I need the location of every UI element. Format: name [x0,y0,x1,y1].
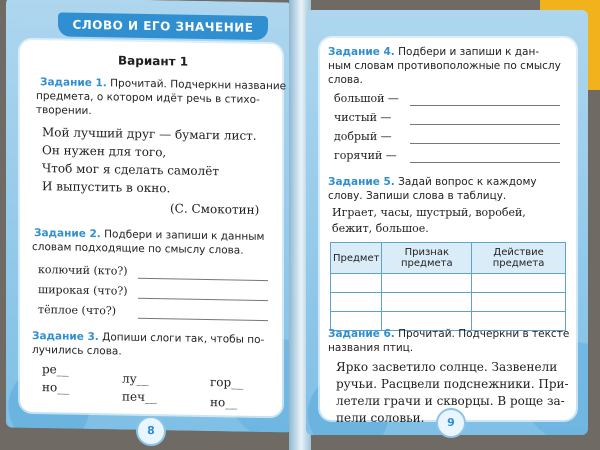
table-row [331,293,566,312]
table-cell[interactable] [382,274,472,293]
answer-line[interactable] [138,318,268,321]
task4-line-2: ным словам противоположные по смыслу [328,60,561,72]
table-row [331,274,566,293]
task1-line-1: Задание 1. Прочитай. Подчеркни название [40,76,287,93]
task5-line-1: Задание 5. Задай вопрос к каждому [328,176,537,188]
page-number: 9 [436,408,466,438]
table-cell[interactable] [331,293,382,312]
task2-line-1: Задание 2. Подбери и запиши к данным [34,226,265,244]
task3-label: Задание 3. [32,329,99,344]
table-header-action: Действие предмета [472,243,566,274]
answer-table [330,242,566,331]
task5-words-line-2: бежит, большое. [332,222,429,235]
task5-words-line-1: Играет, часы, шустрый, воробей, [332,206,526,219]
task4-line-3: слова. [328,74,363,86]
answer-line[interactable] [138,278,268,281]
task2-word-2: широкая (что?) [38,283,128,298]
left-page [6,0,292,438]
syllable-2: лу__ [122,371,149,386]
task1-line-3: творении. [36,104,92,118]
poem-line-4: И выпустить в окно. [42,179,171,196]
answer-line[interactable] [410,143,560,144]
poem-author: (С. Смокотин) [170,201,260,217]
task3-line-2: лучились слова. [32,343,122,358]
syllable-1: ре__ [42,362,69,377]
syllable-3: гор__ [210,375,244,390]
task3-line-1: Задание 3. Допиши слоги так, чтобы по- [32,329,265,347]
task6-text-line-1: Ярко засветило солнце. Зазвенели [336,360,558,374]
task4-word-4: горячий — [334,149,397,162]
answer-line[interactable] [410,124,560,125]
task6-line-1: Задание 6. Прочитай. Подчеркни в тексте [328,328,570,340]
table-header-object: Предмет [331,243,382,274]
syllable-4: но__ [42,380,70,395]
task6-label: Задание 6. [328,328,395,340]
task4-line-1: Задание 4. Подбери и запиши к дан- [328,46,540,58]
poem-line-3: Чтоб мог я сделать самолёт [42,161,219,179]
answer-line[interactable] [410,162,560,163]
table-header-attribute: Признак предмета [382,243,472,274]
task6-text-line-3: летели грачи и скворцы. В роще за- [336,394,565,408]
page-number: 8 [136,416,166,447]
task4-word-1: большой — [334,92,399,105]
table-cell[interactable] [331,274,382,293]
task6-text-line-2: ручьи. Расцвели подснежники. При- [336,377,569,391]
task1-label: Задание 1. [40,76,107,90]
answer-line[interactable] [410,105,560,106]
syllable-5: печ__ [122,389,158,405]
poem-line-1: Мой лучший друг — бумаги лист. [42,125,257,143]
task4-label: Задание 4. [328,46,395,58]
table-cell[interactable] [382,293,472,312]
left-content-panel [20,40,287,417]
syllable-6: но__ [210,395,238,410]
page-header: СЛОВО И ЕГО ЗНАЧЕНИЕ [58,12,268,40]
task5-label: Задание 5. [328,176,395,188]
right-page [306,10,588,435]
task5-line-2: слову. Запиши слова в таблицу. [328,190,507,202]
task2-word-1: колючий (кто?) [38,263,128,278]
task1-line-2: предмета, о котором идёт речь в стихо- [36,90,260,106]
right-content-panel [320,38,576,425]
table-cell[interactable] [472,274,566,293]
task4-word-2: чистый — [334,111,392,124]
answer-line[interactable] [138,298,268,301]
task2-word-3: тёплое (что?) [38,303,117,318]
table-cell[interactable] [472,293,566,312]
variant-title: Вариант 1 [118,53,189,69]
task6-line-2: названия птиц. [328,342,414,354]
poem-line-2: Он нужен для того, [42,143,167,160]
task4-word-3: добрый — [334,130,392,143]
task6-text-line-4: пели соловьи. [336,411,425,425]
task2-line-2: словам подходящие по смыслу слова. [32,240,244,257]
task2-label: Задание 2. [34,226,101,241]
